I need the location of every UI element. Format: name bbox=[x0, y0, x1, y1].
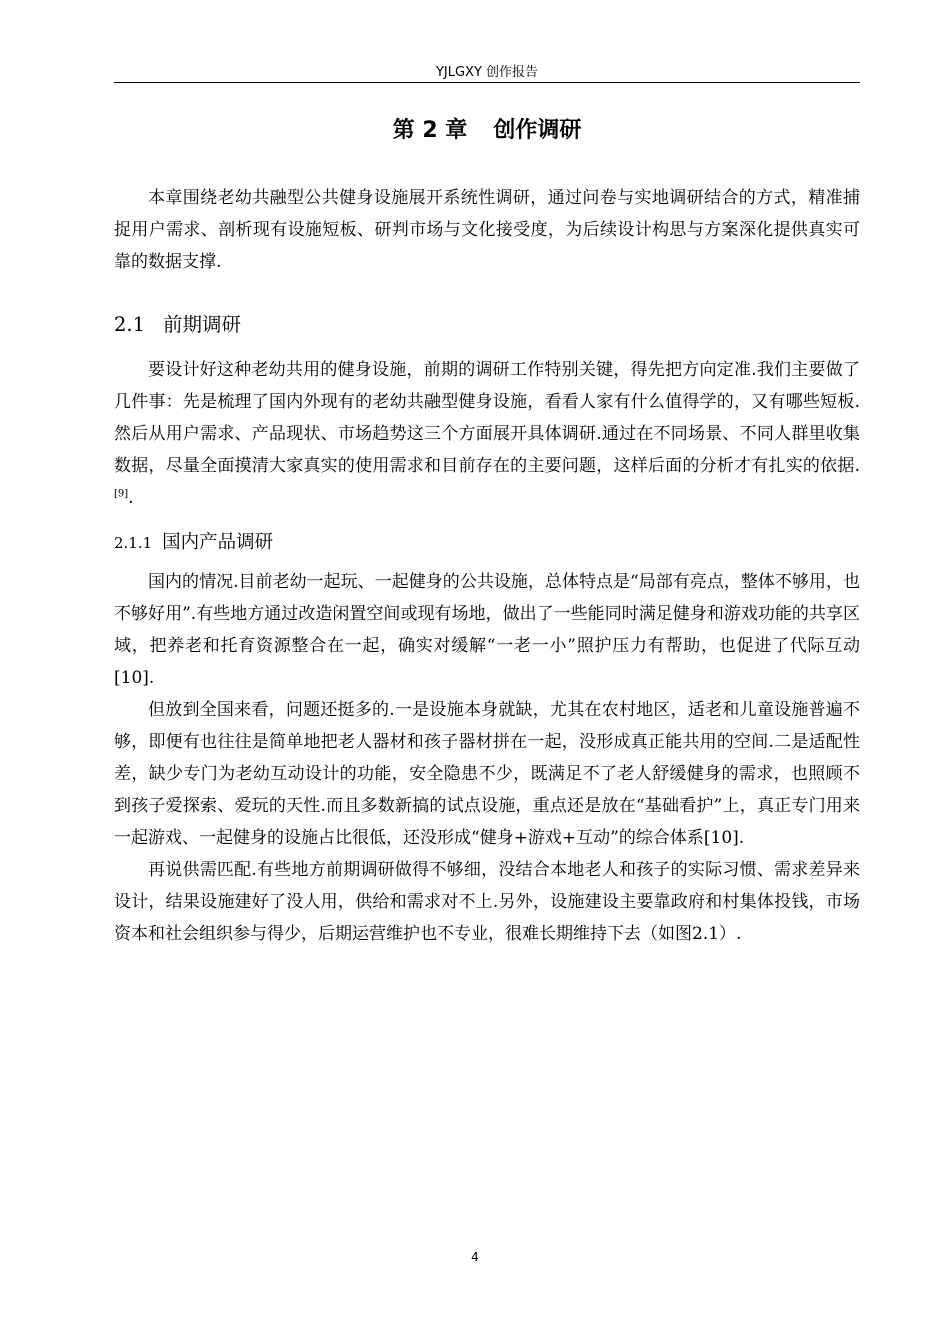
header-rule bbox=[114, 82, 860, 83]
subsection-number: 2.1.1 bbox=[114, 534, 153, 552]
section-title: 前期调研 bbox=[163, 313, 242, 336]
chapter-title bbox=[114, 114, 860, 148]
citation-reference: [9] bbox=[114, 488, 129, 500]
subsection-title: 国内产品调研 bbox=[162, 532, 274, 553]
chapter-name: 创作调研 bbox=[493, 118, 582, 143]
subsection-paragraph-3: 再说供需匹配.有些地方前期调研做得不够细，没结合本地老人和孩子的实际习惯、需求差异来设计，结果设施建好了没人用，供给和需求对不上.另外，设施建设主要靠政府和村集体投钱，市场资本和社会组织参与得少，后期运营维护也不专业，很难长期维持下去（如图2.1）. bbox=[114, 860, 860, 944]
chapter-intro-paragraph: 本章围绕老幼共融型公共健身设施展开系统性调研，通过问卷与实地调研结合的方式，精准捕捉用户需求、剖析现有设施短板、研判市场与文化接受度，为后续设计构思与方案深化提供真实可靠的数据支撑. bbox=[114, 188, 860, 272]
subsection-paragraph-1: 国内的情况.目前老幼一起玩、一起健身的公共设施，总体特点是“局部有亮点，整体不够用，也不够好用”.有些地方通过改造闲置空间或现有场地，做出了一些能同时满足健身和游戏功能的共享区域，把养老和托育资源整合在一起，确实对缓解“一老一小”照护压力有帮助，也促进了代际互动[10]. bbox=[114, 572, 860, 688]
section-paragraph-text: 要设计好这种老幼共用的健身设施，前期的调研工作特别关键，得先把方向定准.我们主要做了几件事：先是梳理了国内外现有的老幼共融型健身设施，看看人家有什么值得学的，又有哪些短板.然后从用户需求、产品现状、市场趋势这三个方面展开具体调研.通过在不同场景、不同人群里收集数据，尽量全面摸清大家真实的使用需求和目前存在的主要问题，这样后面的分析才有扎实的依据. bbox=[114, 360, 860, 476]
subsection-heading bbox=[114, 528, 860, 558]
page-content bbox=[114, 114, 860, 950]
section-paragraph-tail: . bbox=[128, 488, 134, 508]
running-header: YJLGXY 创作报告 bbox=[435, 65, 539, 80]
page-number: 4 bbox=[471, 1250, 479, 1264]
section-paragraph bbox=[114, 354, 860, 514]
chapter-label: 第 2 章 bbox=[392, 118, 468, 143]
subsection-paragraph-2: 但放到全国来看，问题还挺多的.一是设施本身就缺，尤其在农村地区，适老和儿童设施普遍不够，即便有也往往是简单地把老人器材和孩子器材拼在一起，没形成真正能共用的空间.二是适配性差，缺少专门为老幼互动设计的功能，安全隐患不少，既满足不了老人舒缓健身的需求，也照顾不到孩子爱探索、爱玩的天性.而且多数新搞的试点设施，重点还是放在“基础看护”上，真正专门用来一起游戏、一起健身的设施占比很低，还没形成“健身+游戏+互动”的综合体系[10]. bbox=[114, 700, 860, 848]
section-heading bbox=[114, 310, 860, 340]
section-number: 2.1 bbox=[114, 313, 146, 336]
